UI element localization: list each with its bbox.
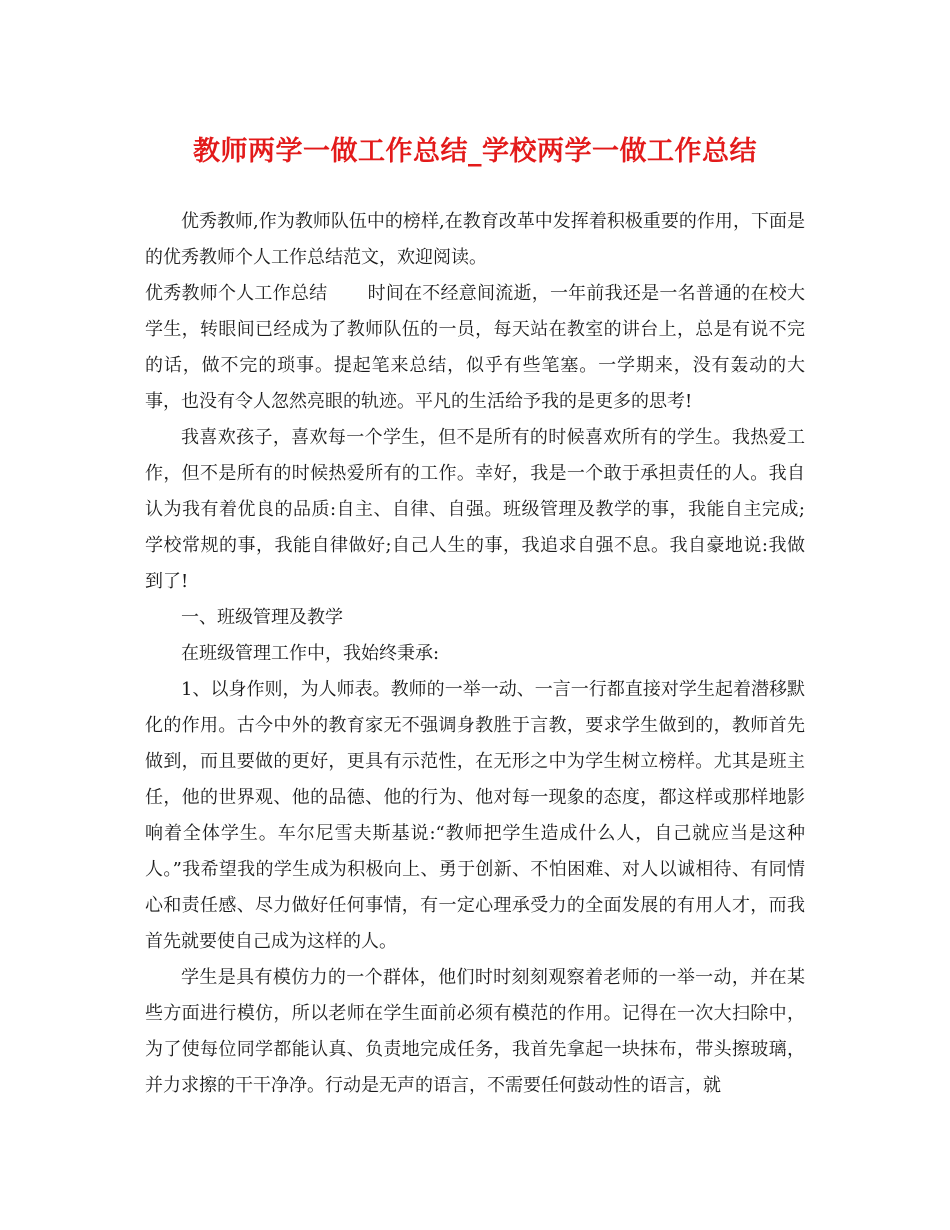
paragraph-students-imitate: 学生是具有模仿力的一个群体，他们时时刻刻观察着老师的一举一动，并在某些方面进行模仿，所以老师在学生面前必须有模范的作用。记得在一次大扫除中，为了使每位同学都能认真、负责地完成任务，我首先拿起一块抹布，带头擦玻璃，并力求擦的干干净净。行动是无声的语言，不需要任何鼓动性的语言，就 — [145, 967, 805, 1096]
paragraph-intro: 优秀教师,作为教师队伍中的榜样,在教育改革中发挥着积极重要的作用，下面是的优秀教师个人工作总结范文，欢迎阅读。 — [145, 211, 805, 268]
paragraph-summary — [145, 276, 805, 420]
paragraph-principle-intro: 在班级管理工作中，我始终秉承: — [181, 643, 440, 664]
section-heading-class-management: 一、班级管理及教学 — [181, 607, 343, 628]
paragraph-love-children: 我喜欢孩子，喜欢每一个学生，但不是所有的时候喜欢所有的学生。我热爱工作，但不是所有的时候热爱所有的工作。幸好，我是一个敢于承担责任的人。我自认为我有着优良的品质:自主、自律、自强。班级管理及教学的事，我能自主完成;学校常规的事，我能自律做好;自己人生的事，我追求自强不息。我自豪地说:我做到了! — [145, 427, 805, 592]
document-title: 教师两学一做工作总结_学校两学一做工作总结 — [193, 136, 757, 167]
section-label: 优秀教师个人工作总结 — [145, 283, 328, 304]
document-body — [145, 204, 805, 1104]
paragraph-lead-by-example: 1、以身作则，为人师表。教师的一举一动、一言一行都直接对学生起着潜移默化的作用。古今中外的教育家无不强调身教胜于言教，要求学生做到的，教师首先做到，而且要做的更好，更具有示范性，在无形之中为学生树立榜样。尤其是班主任，他的世界观、他的品德、他的行为、他对每一现象的态度，都这样或那样地影响着全体学生。车尔尼雪夫斯基说:“教师把学生造成什么人，自己就应当是这种人。”我希望我的学生成为积极向上、勇于创新、不怕困难、对人以诚相待、有同情心和责任感、尽力做好任何事情，有一定心理承受力的全面发展的有用人才，而我首先就要使自己成为这样的人。 — [145, 679, 805, 952]
paragraph-summary-text: 时间在不经意间流逝，一年前我还是一名普通的在校大学生，转眼间已经成为了教师队伍的一员，每天站在教室的讲台上，总是有说不完的话，做不完的琐事。提起笔来总结，似乎有些笔塞。一学期来，没有轰动的大事，也没有令人忽然亮眼的轨迹。平凡的生活给予我的是更多的思考! — [145, 283, 806, 412]
